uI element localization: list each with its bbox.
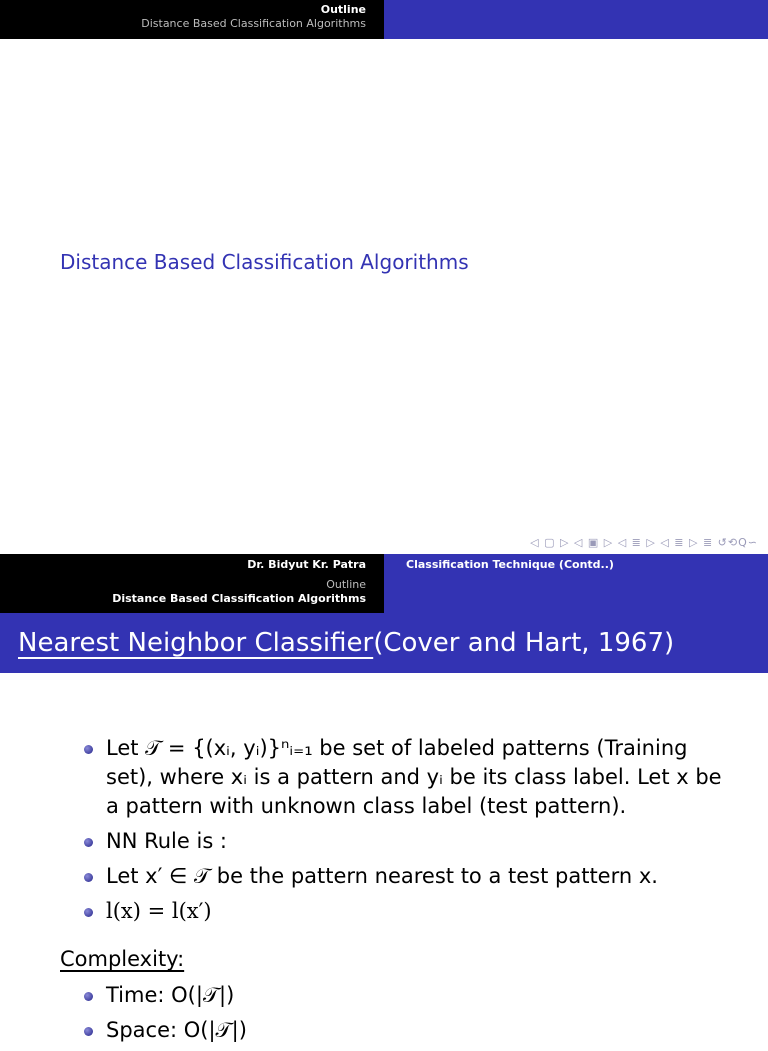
bullet-icon (84, 992, 93, 1001)
frame-title (0, 613, 768, 673)
bullet-icon (84, 908, 93, 917)
slide-footer (0, 554, 768, 578)
bullet-icon (84, 745, 93, 754)
header-bar-right (384, 578, 768, 613)
bullet-icon (84, 838, 93, 847)
bullet-icon (84, 1027, 93, 1036)
list-item: NN Rule is : (0, 827, 768, 856)
slide-2 (0, 554, 768, 1042)
header-navigation (0, 0, 384, 39)
beamer-navigation-symbols[interactable]: ◁ ▢ ▷ ◁ ▣ ▷ ◁ ≣ ▷ ◁ ≣ ▷ ≣ ↺⟲Q∽ (530, 536, 758, 549)
nav-section-link[interactable]: Distance Based Classification Algorithms (141, 17, 366, 30)
bullet-list (0, 734, 768, 926)
header-bar-right (384, 0, 768, 39)
complexity-list (0, 981, 768, 1051)
footer-title: Classification Technique (Contd..) (384, 554, 768, 578)
list-item: Let 𝒯 = {(xᵢ, yᵢ)}ⁿᵢ₌₁ be set of labeled patterns (Training set), where xᵢ is a pattern and yᵢ be its class label. Let x be a pattern with unknown class label (test pattern). (0, 734, 768, 821)
footer-author: Dr. Bidyut Kr. Patra (0, 554, 384, 578)
list-item: Let x′ ∈ 𝒯 be the pattern nearest to a test pattern x. (0, 862, 768, 891)
list-item: l(x) = l(x′) (0, 897, 768, 926)
section-title: Distance Based Classification Algorithms (60, 250, 469, 274)
list-item: Time: O(|𝒯|) (0, 981, 768, 1010)
bullet-icon (84, 873, 93, 882)
nav-outline-link[interactable]: Outline (320, 3, 366, 16)
nav-outline-link[interactable]: Outline (326, 578, 366, 591)
list-item: Space: O(|𝒯|) (0, 1016, 768, 1045)
nav-section-link[interactable]: Distance Based Classification Algorithms (112, 592, 366, 605)
frame-title-citation: (Cover and Hart, 1967) (373, 628, 675, 658)
header-navigation (0, 578, 384, 613)
frame-title-main: Nearest Neighbor Classifier (18, 628, 374, 658)
complexity-heading: Complexity: (60, 947, 185, 971)
slide-content (0, 734, 768, 932)
